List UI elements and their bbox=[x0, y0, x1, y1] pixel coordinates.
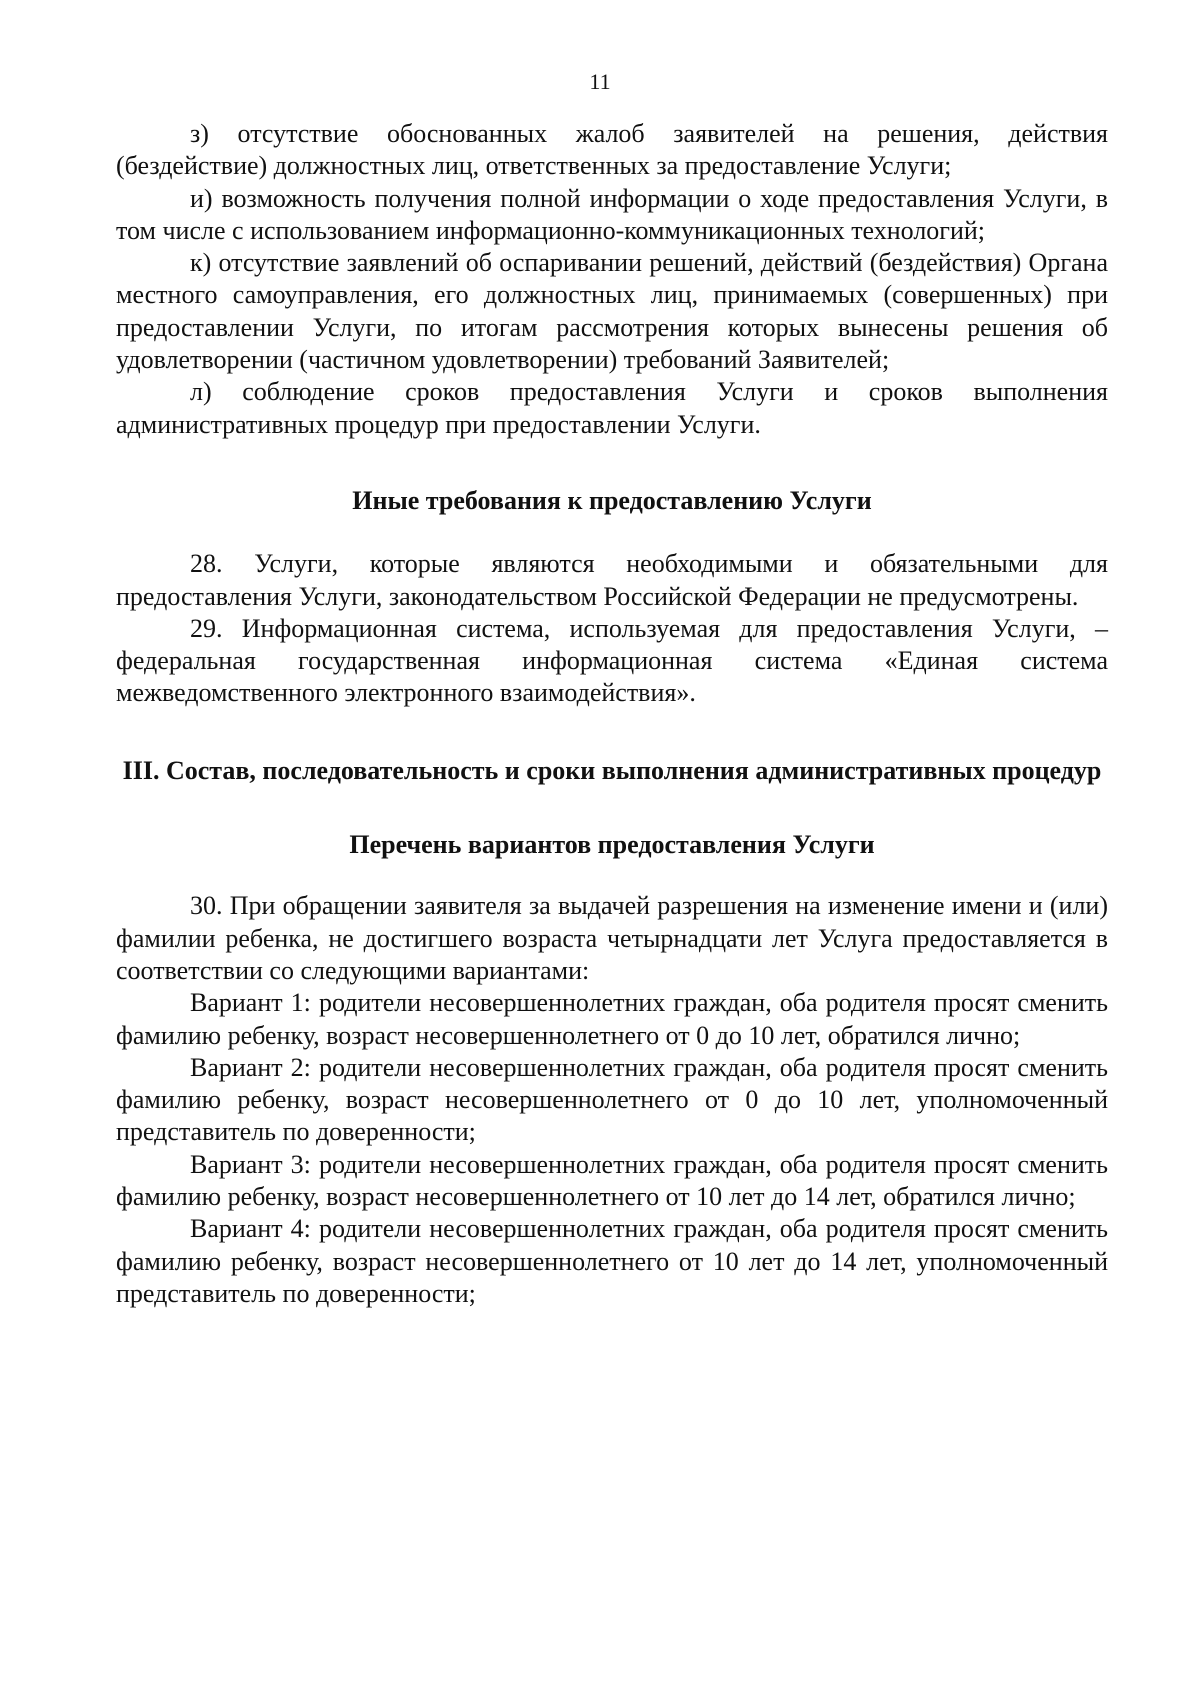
paragraph-29: 29. Информационная система, используемая для предоставления Услуги, – федеральная государственная информационная система «Единая система межведомственного электронного взаимодействия». bbox=[116, 613, 1108, 708]
heading-other-requirements: Иные требования к предоставлению Услуги bbox=[352, 485, 872, 515]
variant-3: Вариант 3: родители несовершеннолетних граждан, оба родителя просят сменить фамилию ребенку, возраст несовершеннолетнего от 10 лет до 14 лет, обратился лично; bbox=[116, 1149, 1108, 1212]
paragraph-28: 28. Услуги, которые являются необходимыми и обязательными для предоставления Услуги, законодательством Российской Федерации не предусмотрены. bbox=[116, 549, 1108, 611]
variant-1: Вариант 1: родители несовершеннолетних граждан, оба родителя просят сменить фамилию ребенку, возраст несовершеннолетнего от 0 до 10 лет, обратился лично; bbox=[116, 988, 1108, 1050]
section-heading-iii: III. Состав, последовательность и сроки выполнения административных процедур bbox=[122, 755, 1102, 785]
document-body bbox=[116, 118, 1108, 1310]
subheading-variants: Перечень вариантов предоставления Услуги bbox=[349, 830, 875, 860]
variant-2: Вариант 2: родители несовершеннолетних граждан, оба родителя просят сменить фамилию ребенку, возраст несовершеннолетнего от 0 до 10 лет, уполномоченный представитель по доверенности; bbox=[116, 1052, 1108, 1147]
list-item-i: и) возможность получения полной информации о ходе предоставления Услуги, в том числе с использованием информационно-коммуникационных технологий; bbox=[116, 183, 1108, 245]
variant-4: Вариант 4: родители несовершеннолетних граждан, оба родителя просят сменить фамилию ребенку, возраст несовершеннолетнего от 10 лет до 14 лет, уполномоченный представитель по доверенности; bbox=[116, 1214, 1108, 1308]
page-number: 11 bbox=[589, 69, 611, 94]
list-item-k: к) отсутствие заявлений об оспаривании решений, действий (бездействия) Органа местного самоуправления, его должностных лиц, принимаемых (совершенных) при предоставлении Услуги, по итогам рассмотрения которых вынесены решения об удовлетворении (частичном удовлетворении) требований Заявителей; bbox=[116, 248, 1108, 375]
list-item-l: л) соблюдение сроков предоставления Услуги и сроков выполнения административных процедур при предоставлении Услуги. bbox=[116, 377, 1108, 439]
paragraph-30: 30. При обращении заявителя за выдачей разрешения на изменение имени и (или) фамилии ребенка, не достигшего возраста четырнадцати лет Услуга предоставляется в соответствии со следующими вариантами: bbox=[116, 891, 1108, 985]
list-item-z: з) отсутствие обоснованных жалоб заявителей на решения, действия (бездействие) должностных лиц, ответственных за предоставление Услуги; bbox=[116, 119, 1108, 181]
